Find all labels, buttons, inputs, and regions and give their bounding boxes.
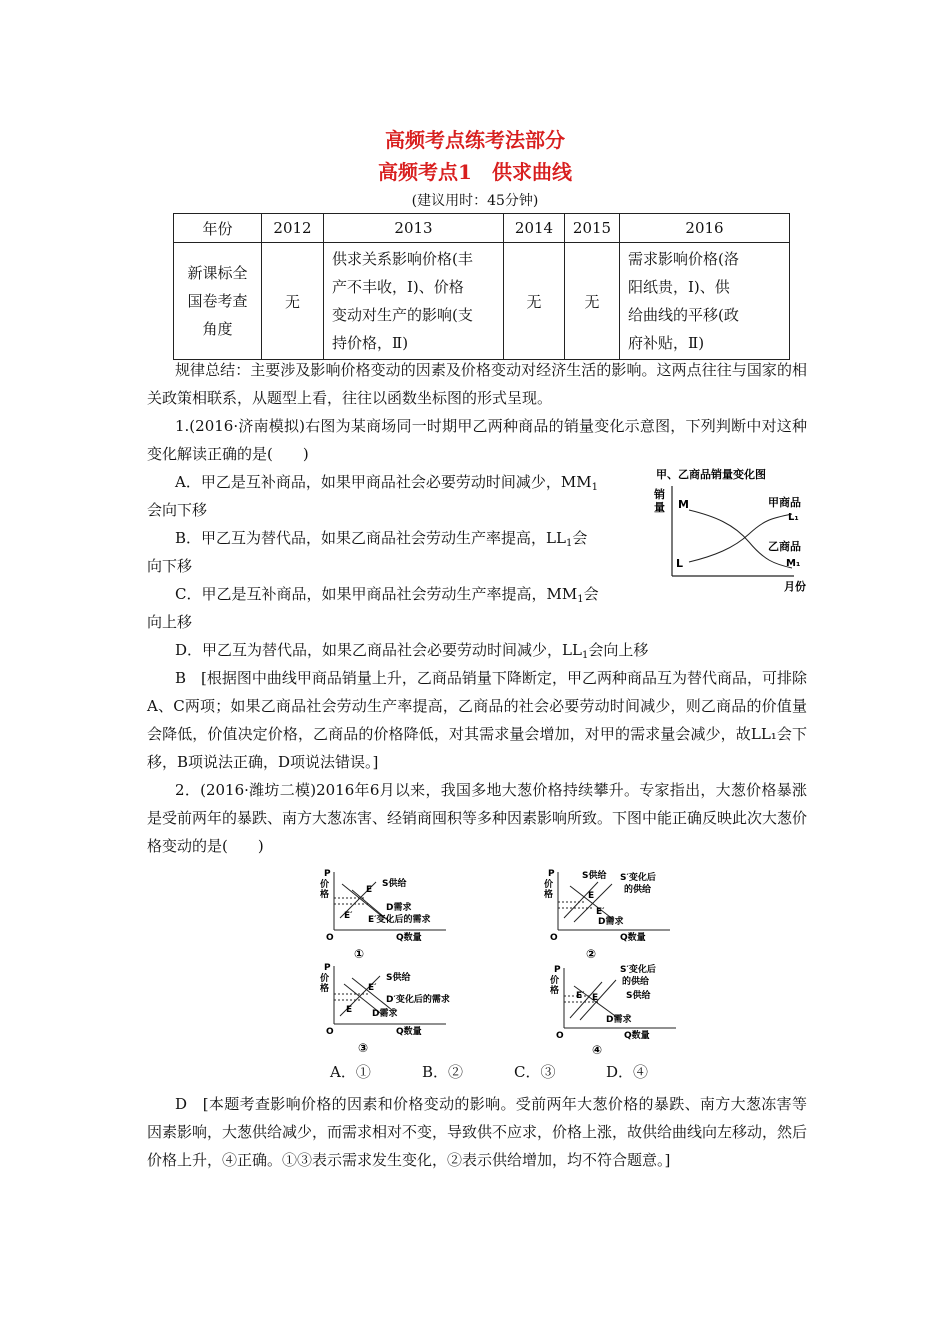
q1-option-d: D．甲乙互为替代品，如果乙商品社会必要劳动时间减少，$LL_1$会向上移	[175, 641, 649, 661]
svg-text:价: 价	[320, 880, 330, 890]
svg-text:④: ④	[592, 1043, 603, 1056]
header-2015: 2015	[565, 214, 620, 243]
q2-options	[330, 1061, 698, 1082]
svg-text:价: 价	[550, 976, 560, 986]
svg-text:D需求: D需求	[606, 1015, 632, 1025]
chart-xlabel: 月份	[784, 580, 806, 593]
svg-text:S供给: S供给	[582, 871, 607, 881]
svg-text:Q数量: Q数量	[624, 1031, 650, 1041]
q1-answer: B [根据图中曲线甲商品销量上升，乙商品销量下降断定，甲乙两种商品互为替代商品，可排除A、C两项；如果乙商品社会劳动生产率提高，乙商品的社会必要劳动时间减少，则乙商品的价值量会降低，价值决定价格，乙商品的价格降低，对其需求量会增加，对甲的需求量会减少，故LL₁会下移，B项说法正确，D项说法错误。]	[147, 669, 807, 771]
svg-text:的供给: 的供给	[622, 977, 650, 987]
svg-text:③: ③	[358, 1041, 369, 1055]
svg-text:E′: E′	[576, 991, 585, 1001]
svg-text:E′: E′	[344, 911, 353, 921]
q1-option-b-cont: 向下移	[147, 557, 193, 575]
cell-2012: 无	[262, 243, 324, 360]
row-label: 新课标全 国卷考查 角度	[174, 243, 262, 360]
label-L1: L₁	[788, 512, 799, 523]
svg-text:E′: E′	[596, 907, 605, 917]
line-yi	[689, 510, 792, 568]
svg-text:O: O	[556, 1031, 564, 1041]
q2-option-c: C．③	[514, 1063, 556, 1081]
line-jia	[689, 514, 792, 562]
label-M1: M₁	[786, 558, 801, 569]
cell-2016: 需求影响价格(洛 阳纸贵，Ⅰ)、供 给曲线的平移(政 府补贴，Ⅱ)	[620, 243, 790, 360]
label-M: M	[678, 498, 689, 511]
chart-ylabel-1: 销	[654, 488, 665, 501]
graph-3	[316, 960, 476, 1056]
svg-text:E: E	[592, 993, 599, 1003]
q1-option-a: A．甲乙是互补商品，如果甲商品社会必要劳动时间减少，$MM_1$	[175, 473, 598, 493]
exam-table	[173, 213, 790, 360]
chart-ylabel-2: 量	[654, 501, 665, 514]
cell-2013: 供求关系影响价格(丰 产不丰收，Ⅰ)、价格 变动对生产的影响(支 持价格，Ⅱ)	[324, 243, 504, 360]
svg-text:D需求: D需求	[386, 903, 412, 913]
summary: 规律总结：主要涉及影响价格变动的因素及价格变动对经济生活的影响。这两点往往与国家的相关政策相联系，从题型上看，往往以函数坐标图的形式呈现。	[147, 361, 807, 407]
chart-title: 甲、乙商品销量变化图	[656, 468, 766, 481]
svg-text:Q数量: Q数量	[396, 933, 422, 943]
header-2014: 2014	[504, 214, 565, 243]
label-yi: 乙商品	[768, 540, 801, 553]
svg-text:S′变化后: S′变化后	[620, 965, 656, 975]
svg-text:格: 格	[544, 890, 554, 900]
svg-text:Q数量: Q数量	[396, 1027, 422, 1037]
q2-answer: D [本题考查影响价格的因素和价格变动的影响。受前两年大葱价格的暴跌、南方大葱冻害等因素影响，大葱供给减少，而需求相对不变，导致供不应求，价格上涨，故供给曲线向左移动，然后价格上升，④正确。①③表示需求发生变化，②表示供给增加，均不符合题意。]	[147, 1095, 808, 1169]
svg-text:格: 格	[550, 986, 560, 996]
svg-text:E: E	[366, 885, 373, 895]
svg-text:S供给: S供给	[386, 973, 411, 983]
graph-1	[316, 866, 476, 962]
svg-text:P: P	[548, 869, 555, 879]
graph-4	[540, 960, 700, 1056]
q1-option-a-cont: 会向下移	[147, 501, 208, 519]
svg-text:②: ②	[586, 947, 597, 961]
svg-text:Q数量: Q数量	[620, 933, 646, 943]
svg-text:S′变化后: S′变化后	[620, 873, 656, 883]
svg-text:P: P	[554, 965, 561, 975]
svg-text:S供给: S供给	[626, 991, 651, 1001]
svg-text:D需求: D需求	[598, 917, 624, 927]
svg-text:E: E	[588, 891, 595, 901]
label-L: L	[676, 557, 684, 570]
q1-option-c: C．甲乙是互补商品，如果甲商品社会劳动生产率提高，$MM_1$会	[175, 585, 599, 605]
header-2016: 2016	[620, 214, 790, 243]
cell-2014: 无	[504, 243, 565, 360]
page-subtitle: 高频考点1 供求曲线	[378, 160, 572, 184]
q1-stem: 1.(2016·济南模拟)右图为某商场同一时期甲乙两种商品的销量变化示意图，下列判断中对这种变化解读正确的是( )	[147, 417, 807, 463]
svg-text:O: O	[326, 1027, 334, 1037]
sales-chart	[644, 464, 814, 596]
page-title: 高频考点练考法部分	[385, 128, 565, 152]
svg-text:E′变化后的需求: E′变化后的需求	[368, 915, 431, 925]
svg-text:格: 格	[320, 984, 330, 994]
svg-text:格: 格	[320, 890, 330, 900]
header-2013: 2013	[324, 214, 504, 243]
q2-stem: 2．(2016·潍坊二模)2016年6月以来，我国多地大葱价格持续攀升。专家指出，大葱价格暴涨是受前两年的暴跌、南方大葱冻害、经销商囤积等多种因素影响所致。下图中能正确反映此次大葱价格变动的是( )	[147, 781, 808, 855]
header-year: 年份	[174, 214, 262, 243]
svg-text:P: P	[324, 963, 331, 973]
svg-text:价: 价	[544, 880, 554, 890]
q2-option-b: B．②	[422, 1063, 464, 1081]
q2-option-d: D．④	[606, 1063, 649, 1081]
svg-text:D需求: D需求	[372, 1009, 398, 1019]
time-note: (建议用时：45分钟)	[411, 193, 539, 209]
svg-text:E: E	[346, 1005, 353, 1015]
svg-text:P: P	[324, 869, 331, 879]
svg-text:D′变化后的需求: D′变化后的需求	[386, 995, 450, 1005]
svg-text:价: 价	[320, 974, 330, 984]
label-jia: 甲商品	[768, 496, 801, 509]
header-2012: 2012	[262, 214, 324, 243]
q1-option-b: B．甲乙互为替代品，如果乙商品社会劳动生产率提高，$LL_1$会	[175, 529, 588, 549]
svg-text:①: ①	[354, 947, 365, 961]
q2-option-a: A．①	[330, 1063, 371, 1081]
svg-text:O: O	[326, 933, 334, 943]
svg-text:E′: E′	[368, 983, 377, 993]
cell-2015: 无	[565, 243, 620, 360]
svg-text:S供给: S供给	[382, 879, 407, 889]
svg-text:的供给: 的供给	[624, 885, 652, 895]
q1-option-c-cont: 向上移	[147, 613, 193, 631]
graph-2	[540, 866, 700, 962]
svg-text:O: O	[550, 933, 558, 943]
